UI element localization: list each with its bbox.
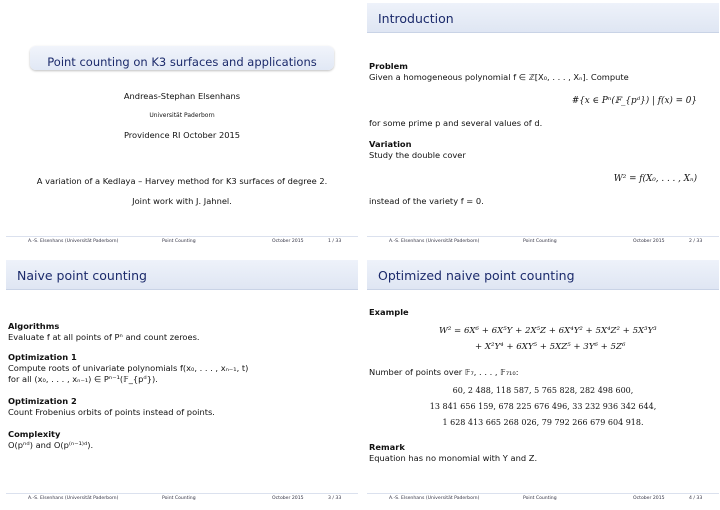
abstract: A variation of a Kedlaya – Harvey method for K3 surfaces of degree 2. xyxy=(36,176,328,186)
optimization-2-text: Count Frobenius orbits of points instead of points. xyxy=(8,407,215,417)
institute: Universität Paderborn xyxy=(149,112,215,119)
footer-page: 1 / 33 xyxy=(328,239,342,244)
points-text: Number of points over 𝔽₇, . . . , 𝔽₇₁₀: xyxy=(369,367,519,377)
event: Providence RI October 2015 xyxy=(123,130,241,140)
footer-title: Point Counting xyxy=(162,239,196,244)
variation-formula: W² = f(X₀, . . . , Xₙ) xyxy=(613,174,697,184)
footer-author: A.-S. Elsenhans (Universität Paderborn) xyxy=(28,239,119,244)
algorithms-heading: Algorithms xyxy=(8,321,60,331)
complexity-text: O(pⁿᵈ) and O(p⁽ⁿ⁻¹⁾ᵈ). xyxy=(8,440,94,450)
frame-title: Naive point counting xyxy=(6,260,358,290)
footer-date: October 2015 xyxy=(633,239,665,244)
equation-line-2: + X²Y⁴ + 6XY⁵ + 5XZ⁵ + 3Y⁶ + 5Z⁶ xyxy=(475,342,626,352)
footer xyxy=(6,236,358,246)
optimization-1-line-1: Compute roots of univariate polynomials f(x₀, . . . , xₙ₋₁, t) xyxy=(8,363,249,373)
variation-heading: Variation xyxy=(369,139,412,149)
footer-author: A.-S. Elsenhans (Universität Paderborn) xyxy=(28,496,119,501)
problem-heading: Problem xyxy=(369,61,408,71)
footer-date: October 2015 xyxy=(272,496,304,501)
title-box xyxy=(30,46,334,70)
slide-1 xyxy=(6,3,358,248)
problem-text: Given a homogeneous polynomial f ∈ ℤ[X₀, . . . , Xₙ]. Compute xyxy=(369,72,629,82)
variation-text: Study the double cover xyxy=(369,150,466,160)
problem-formula: #{x ∈ Pⁿ(𝔽_{pᵈ}) | f(x) = 0} xyxy=(571,96,697,106)
footer-page: 4 / 33 xyxy=(689,496,703,501)
joint-work: Joint work with J. Jahnel. xyxy=(132,196,232,206)
remark-text: Equation has no monomial with Y and Z. xyxy=(369,453,538,463)
footer xyxy=(367,236,719,246)
footer-title: Point Counting xyxy=(523,496,557,501)
footer-page: 3 / 33 xyxy=(328,496,342,501)
footer-title: Point Counting xyxy=(523,239,557,244)
problem-note: for some prime p and several values of d. xyxy=(369,118,543,128)
equation-line-1: W² = 6X⁶ + 6X⁵Y + 2X⁵Z + 6X⁴Y² + 5X⁴Z² + 5X³Y³ xyxy=(439,326,657,336)
footer-author: A.-S. Elsenhans (Universität Paderborn) xyxy=(389,239,480,244)
slide-3 xyxy=(6,260,358,505)
footer-date: October 2015 xyxy=(272,239,304,244)
footer xyxy=(6,493,358,503)
footer-date: October 2015 xyxy=(633,496,665,501)
footer-title: Point Counting xyxy=(162,496,196,501)
slide-2 xyxy=(367,3,719,248)
counts-line-2: 13 841 656 159, 678 225 676 496, 33 232 936 342 644, xyxy=(429,402,657,411)
footer-author: A.-S. Elsenhans (Universität Paderborn) xyxy=(389,496,480,501)
complexity-heading: Complexity xyxy=(8,429,61,439)
optimization-2-heading: Optimization 2 xyxy=(8,396,77,406)
frame-title: Introduction xyxy=(367,3,719,33)
optimization-1-line-2: for all (x₀, . . . , xₙ₋₁) ∈ Pⁿ⁻¹(𝔽_{pᵈ}). xyxy=(8,374,158,384)
frame-title: Optimized naive point counting xyxy=(367,260,719,290)
remark-heading: Remark xyxy=(369,442,405,452)
presentation-title: Point counting on K3 surfaces and applications xyxy=(47,55,317,69)
variation-note: instead of the variety f = 0. xyxy=(369,196,484,206)
example-heading: Example xyxy=(369,307,409,317)
counts-line-3: 1 628 413 665 268 026, 79 792 266 679 604 918. xyxy=(442,418,644,427)
counts-line-1: 60, 2 488, 118 587, 5 765 828, 282 498 600, xyxy=(452,386,634,395)
optimization-1-heading: Optimization 1 xyxy=(8,352,77,362)
footer xyxy=(367,493,719,503)
algorithms-text: Evaluate f at all points of Pⁿ and count zeroes. xyxy=(8,332,200,342)
footer-page: 2 / 33 xyxy=(689,239,703,244)
slide-4 xyxy=(367,260,719,505)
author-name: Andreas-Stephan Elsenhans xyxy=(123,91,241,101)
